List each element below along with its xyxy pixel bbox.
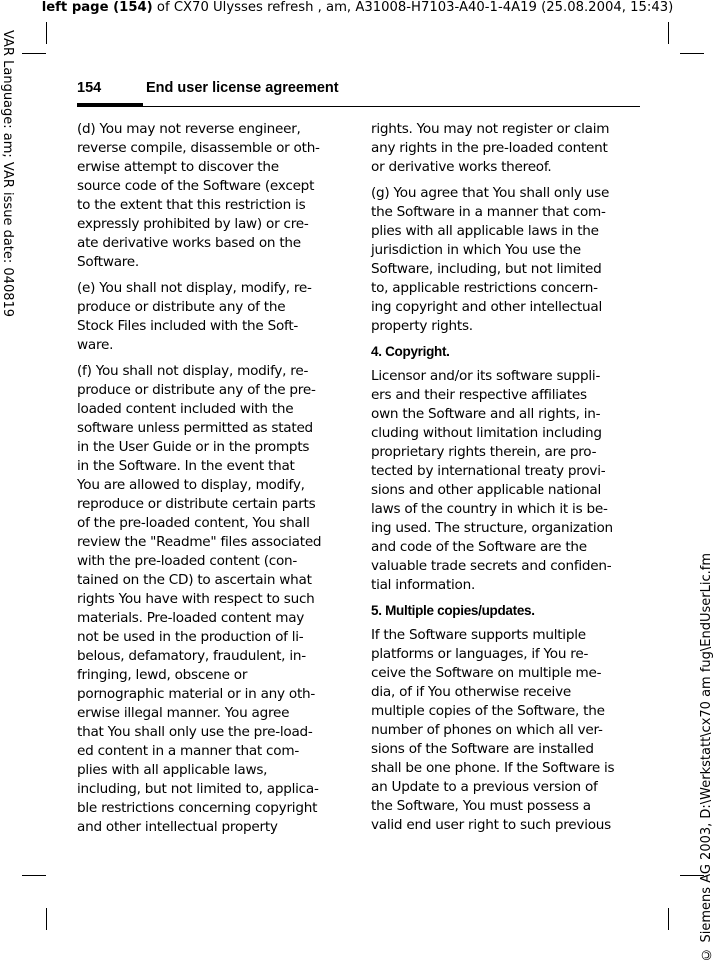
- copyright-file-path: © Siemens AG 2003, D:\Werkstatt\cx70 am fug\EndUserLic.fm: [699, 553, 714, 962]
- left-column: [77, 120, 342, 844]
- paragraph-g: (g) You agree that You shall only use the Software in a manner that com- plies with all applicable laws in the jurisdiction in which You use the Software, including, but not limited to, applicable restrictions concern- ing copyright and other intellectual property rights.: [371, 185, 610, 334]
- header-rule: [77, 106, 640, 107]
- crop-mark: [46, 908, 47, 930]
- crop-mark: [668, 908, 669, 930]
- page-title: End user license agreement: [146, 80, 339, 96]
- paragraph-e: (e) You shall not display, modify, re- produce or distribute any of the Stock Files included with the Soft- ware.: [77, 280, 312, 353]
- var-language-note: VAR Language: am; VAR issue date: 040819: [0, 30, 15, 318]
- paragraph-copyright: Licensor and/or its software suppli- ers and their respective affiliates own the Software and all rights, in- cluding without limitation including proprietary rights therein, are pro- tected by international treaty provi- sions and other applicable national laws of the country in which it is be- ing used. The structure, organization and code of the Software are the valuable trade secrets and confiden- tial information.: [371, 368, 613, 593]
- section-heading-multiple-copies: 5. Multiple copies/updates.: [371, 603, 535, 618]
- crop-mark: [22, 53, 46, 54]
- page-number: 154: [77, 80, 102, 96]
- print-header-page-ref: left page (154): [41, 0, 153, 15]
- section-heading-copyright: 4. Copyright.: [371, 344, 450, 359]
- paragraph-d: (d) You may not reverse engineer, reverse compile, disassemble or oth- erwise attempt to discover the source code of the Software (except to the extent that this restriction is expressly prohibited by law) or cre- ate derivative works based on the Software.: [77, 121, 320, 270]
- right-column: [371, 120, 637, 842]
- print-header-details: of CX70 Ulysses refresh , am, A31008-H7103-A40-1-4A19 (25.08.2004, 15:43): [152, 0, 674, 15]
- crop-mark: [22, 875, 46, 876]
- print-header: [0, 0, 715, 15]
- crop-mark: [680, 53, 704, 54]
- paragraph-f-continued: rights. You may not register or claim any rights in the pre-loaded content or derivative works thereof.: [371, 121, 610, 175]
- paragraph-f: (f) You shall not display, modify, re- produce or distribute any of the pre- loaded content included with the software unless permitted as stated in the User Guide or in the prompts in the Software. In the event that You are allowed to display, modify, reproduce or distribute certain parts of the pre-loaded content, You shall review the "Readme" files associated with the pre-loaded content (con- tained on the CD) to ascertain what rights You have with respect to such materials. Pre-loaded content may not be used in the production of li- belous, defamatory, fraudulent, in- fringing, lewd, obscene or pornographic material or in any oth- erwise illegal manner. You agree that You shall only use the pre-load- ed content in a manner that com- plies with all applicable laws, including, but not limited to, applica- ble restrictions concerning copyright and other intellectual property: [77, 363, 322, 835]
- crop-mark: [668, 22, 669, 44]
- paragraph-multiple-copies: If the Software supports multiple platforms or languages, if You re- ceive the Software on multiple me- dia, of if You otherwise receive multiple copies of the Software, the number of phones on which all ver- sions of the Software are installed shall be one phone. If the Software is an Update to a previous version of the Software, You must possess a valid end user right to such previous: [371, 627, 615, 833]
- crop-mark: [46, 22, 47, 44]
